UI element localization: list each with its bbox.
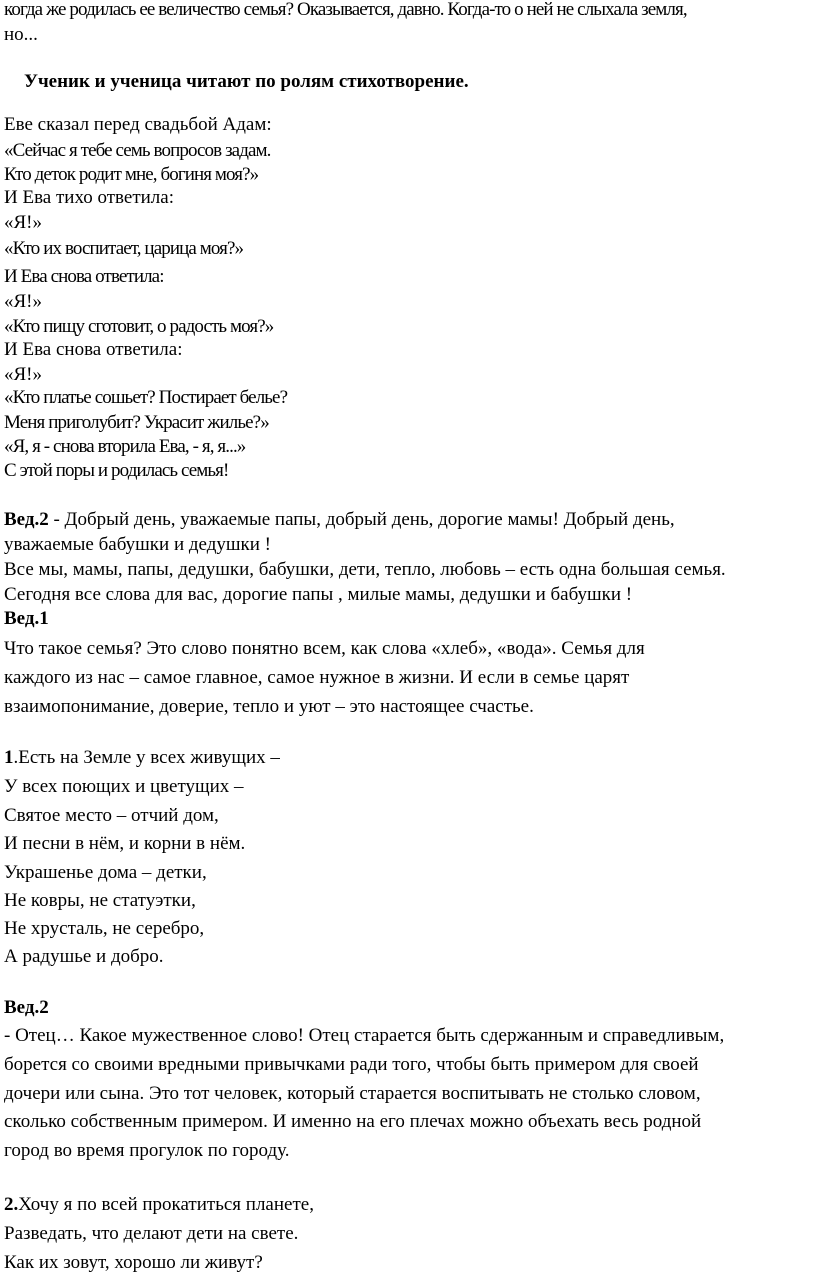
verse2-line-1: 2.Хочу я по всей прокатиться планете, (4, 1194, 314, 1215)
verse2-line: Как их зовут, хорошо ли живут? (4, 1252, 263, 1273)
poem-line: С этой поры и родилась семья! (4, 460, 229, 481)
speaker-label: Вед.1 (4, 608, 49, 629)
ved2-greeting-line-4: Сегодня все слова для вас, дорогие папы , милые мамы, дедушки и бабушки ! (4, 584, 633, 605)
poem-line: «Кто пищу сготовит, о радость моя?» (4, 316, 274, 337)
verse2-line: Разведать, что делают дети на свете. (4, 1223, 299, 1244)
ved2-father-line: сколько собственным примером. И именно на его плечах можно объехать весь родной (4, 1111, 702, 1132)
ved1-line: Что такое семья? Это слово понятно всем, как слова «хлеб», «вода». Семья для (4, 638, 645, 659)
intro-line-2: но... (4, 24, 38, 45)
verse1-line-1: 1.Есть на Земле у всех живущих – (4, 747, 280, 768)
verse1-line: Святое место – отчий дом, (4, 805, 219, 826)
ved1-line: взаимопонимание, доверие, тепло и уют – это настоящее счастье. (4, 696, 534, 717)
ved2-father-line: борется со своими вредными привычками ради того, чтобы быть примером для своей (4, 1054, 699, 1075)
speaker-label: Вед.2 (4, 509, 49, 530)
ved2-greeting-line-2: уважаемые бабушки и дедушки ! (4, 534, 271, 555)
speaker-label: Вед.2 (4, 997, 49, 1018)
verse1-line: У всех поющих и цветущих – (4, 776, 244, 797)
poem-line: И Ева снова ответила: (4, 266, 164, 287)
poem-line: «Я!» (4, 212, 42, 233)
ved2-father-line: дочери или сына. Это тот человек, который старается воспитывать не столько словом, (4, 1083, 701, 1104)
verse1-line: И песни в нём, и корни в нём. (4, 833, 246, 854)
poem-line: «Я!» (4, 291, 42, 312)
verse-number: 2. (4, 1194, 19, 1215)
poem-line: «Сейчас я тебе семь вопросов задам. (4, 140, 271, 161)
poem-line: «Кто платье сошьет? Постирает белье? (4, 387, 288, 408)
ved2-greeting-line-3: Все мы, мамы, папы, дедушки, бабушки, дети, тепло, любовь – есть одна большая семья. (4, 559, 726, 580)
ved1-line: каждого из нас – самое главное, самое нужное в жизни. И если в семье царят (4, 667, 630, 688)
poem-line: Еве сказал перед свадьбой Адам: (4, 114, 272, 135)
poem-line: И Ева тихо ответила: (4, 187, 174, 208)
ved2-greeting-text: - Добрый день, уважаемые папы, добрый день, дорогие мамы! Добрый день, (48, 509, 675, 530)
section-heading: Ученик и ученица читают по ролям стихотворение. (24, 71, 469, 92)
poem-line: Кто деток родит мне, богиня моя?» (4, 164, 259, 185)
intro-line-1: когда же родилась ее величество семья? Оказывается, давно. Когда-то о ней не слыхала земля, (4, 0, 687, 20)
poem-line: «Кто их воспитает, царица моя?» (4, 238, 244, 259)
verse-number: 1 (4, 747, 14, 768)
verse1-line: Украшенье дома – детки, (4, 862, 207, 883)
poem-line: «Я, я - снова вторила Ева, - я, я...» (4, 436, 246, 457)
ved2-father-line: город во время прогулок по городу. (4, 1140, 290, 1161)
verse1-line: Не хрусталь, не серебро, (4, 918, 205, 939)
verse1-line: Не ковры, не статуэтки, (4, 890, 196, 911)
ved2-greeting-line-1 (4, 508, 675, 532)
poem-line: И Ева снова ответила: (4, 339, 183, 360)
ved2-father-line: - Отец… Какое мужественное слово! Отец старается быть сдержанным и справедливым, (4, 1025, 725, 1046)
poem-line: «Я!» (4, 364, 42, 385)
verse1-line: А радушье и добро. (4, 946, 164, 967)
poem-line: Меня приголубит? Украсит жилье?» (4, 412, 269, 433)
